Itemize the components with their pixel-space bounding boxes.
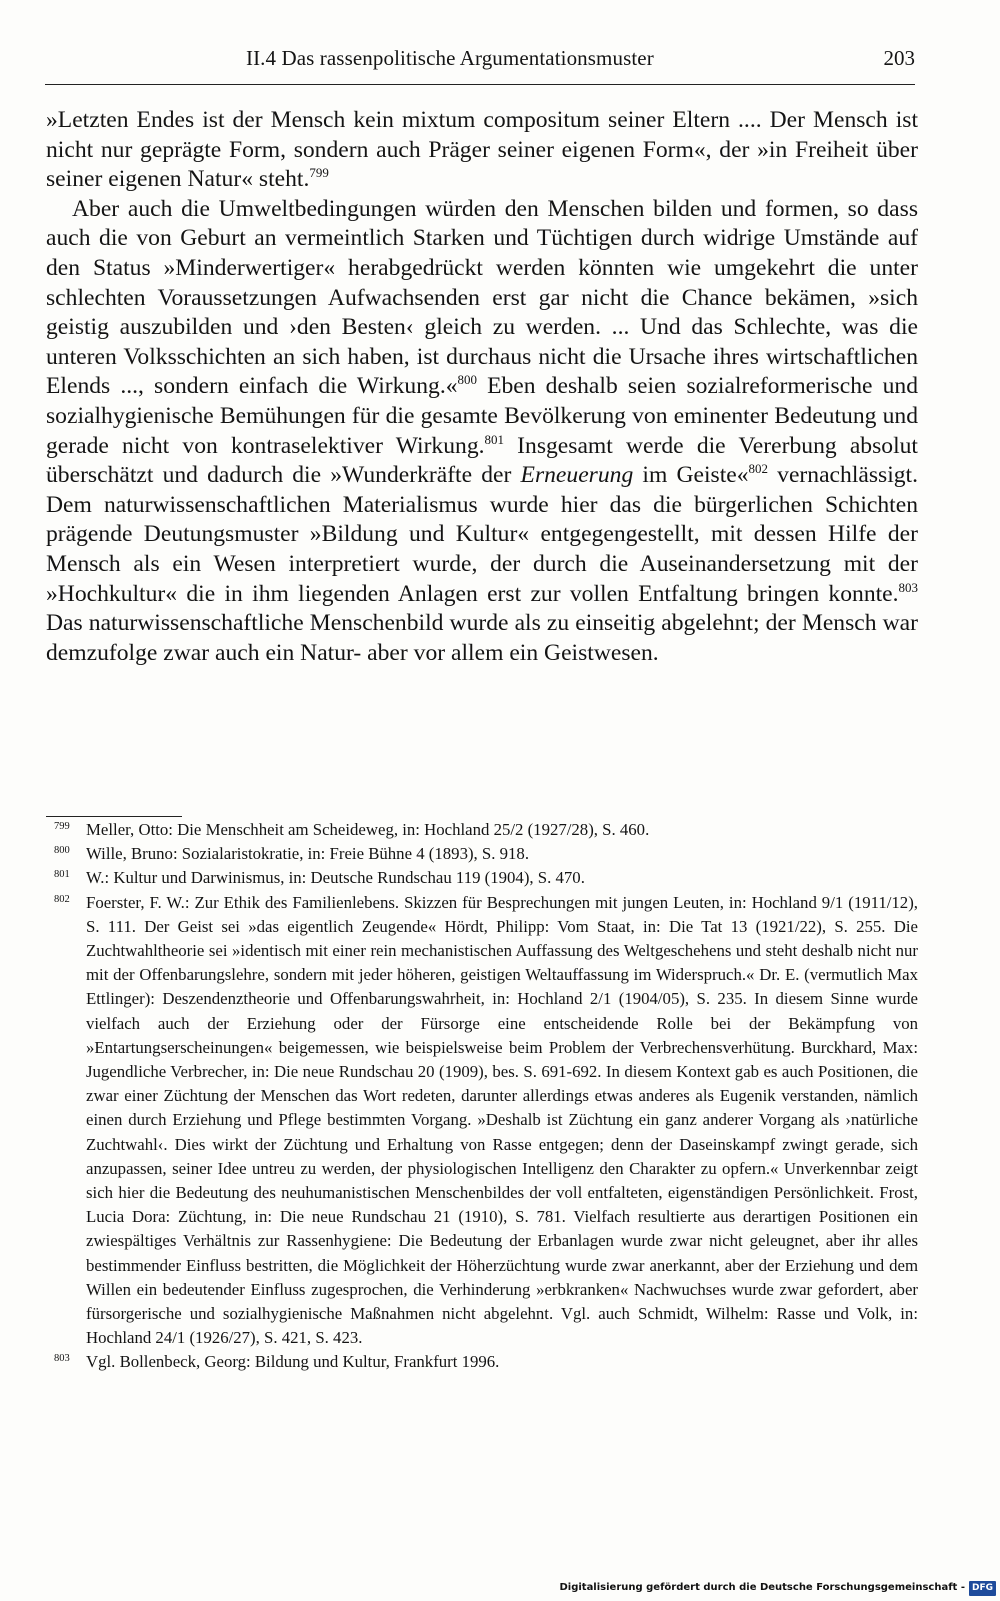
footnote-number: 799 xyxy=(54,821,70,832)
emphasis: Erneuerung xyxy=(520,462,634,489)
dfg-logo[interactable]: DFG xyxy=(969,1581,996,1596)
paragraph-text: Insgesamt werde die Vererbung absolut überschätzt und dadurch die »Wunderkräfte der xyxy=(46,432,918,489)
footnote xyxy=(46,842,918,866)
paragraph-text: Das naturwissenschaftliche Menschenbild wurde als zu einseitig abgelehnt; der Mensch war demzufolge zwar auch ein Natur- aber vor allem ein Geistwesen. xyxy=(46,610,918,666)
footnote xyxy=(46,891,918,1351)
footnote-text: Vgl. Bollenbeck, Georg: Bildung und Kultur, Frankfurt 1996. xyxy=(86,1352,500,1372)
credit-text: Digitalisierung gefördert durch die Deutsche Forschungsgemeinschaft - xyxy=(559,1582,965,1593)
footnote xyxy=(46,818,918,842)
paragraph xyxy=(46,106,918,195)
footnote-number: 803 xyxy=(54,1353,70,1365)
footnote-ref[interactable]: 803 xyxy=(898,579,918,595)
footnote-text: Wille, Bruno: Sozialaristokratie, in: Freie Bühne 4 (1893), S. 918. xyxy=(86,844,530,864)
footnote-ref[interactable]: 802 xyxy=(748,461,768,477)
paragraph xyxy=(46,195,918,669)
footnote-ref[interactable]: 800 xyxy=(457,372,477,388)
paragraph-text: vernachlässigt. Dem naturwissenschaftlichen Materialismus wurde hier das die bürgerlichen Schichten prägende Deutungsmuster »Bildung und Kultur« entgegengestellt, mit dessen Hilfe der Mensch als ein Wesen interpretiert wurde, der durch die Auseinandersetzung mit der »Hochkultur« die in ihm liegenden Anlagen erst zur vollen Entfaltung bringen konnte. xyxy=(46,462,919,607)
footnote-text: Foerster, F. W.: Zur Ethik des Familienlebens. Skizzen für Besprechungen mit jungen Leuten, in: Hochland 9/1 (1911/12), S. 111. Der Geist sei »das eigentlich Zeugende« Hördt, Philipp: Vom Staat, in: Die Tat 13 (1921/22), S. 255. Die Zuchtwahltheorie sei »identisch mit einer rein mechanistischen Auffassung des Weltgeschehens und steht deshalb nicht nur mit der Offenbarungslehre, sondern mit jeder höheren, geistigen Weltauffassung im Widerspruch.« Dr. E. (vermutlich Max Ettlinger): Deszendenztheorie und Offenbarungswahrheit, in: Hochland 2/1 (1904/05), S. 235. In diesem Sinne wurde vielfach auch der Erziehung oder der Fürsorge eine entscheidende Rolle bei der Bekämpfung von »Entartungserscheinungen« beigemessen, wie beispielsweise beim Problem der Verbrechensverhütung. Burckhard, Max: Jugendliche Verbrecher, in: Die neue Rundschau 20 (1909), bes. S. 691-692. In diesem Kontext gab es auch Positionen, die zwar einer Züchtung der Menschen das Wort redeten, darunter allerdings etwas anderes als Eugenik verstanden, nämlich einen durch Erziehung und Pflege bestimmten Vorgang. »Deshalb ist Züchtung ein ganz anderer Vorgang als ›natürliche Zuchtwahl‹. Dies wirkt der Züchtung und Erhaltung von Rasse entgegen; denn der Daseinskampf zwingt gerade, sich anzupassen, seiner Idee untreu zu werden, der physiologischen Intelligenz den Charakter zu opfern.« Unverkennbar zeigt sich hier die Bedeutung des neuhumanistischen Menschenbildes der voll entfalteten, eigenständigen Persönlichkeit. Frost, Lucia Dora: Züchtung, in: Die neue Rundschau 21 (1910), S. 781. Vielfach resultierte aus derartigen Positionen ein zwiespältiges Verhältnis zur Rassenhygiene: Die Bedeutung der Erbanlagen wurde zwar nicht geleugnet, aber ihr alles bestimmender Einfluss bestritten, die Möglichkeit der Höherzüchtung wurde zwar anerkannt, aber der Erziehung und dem Willen ein bedeutender Einfluss zugesprochen, die Verhinderung »erbkranken« Nachwuchses wurde zwar gefordert, aber fürsorgerische und sozialhygienische Maßnahmen nicht abgelehnt. Vgl. auch Schmidt, Wilhelm: Rasse und Volk, in: Hochland 24/1 (1926/27), S. 421, S. 423. xyxy=(86,892,918,1348)
footnote-ref[interactable]: 799 xyxy=(309,165,329,181)
footnote-number: 800 xyxy=(54,845,70,857)
paragraph-text: »Letzten Endes ist der Mensch kein mixtum compositum seiner Eltern .... Der Mensch ist nicht nur geprägte Form, sondern auch Präger seiner eigenen Form«, der »in Freiheit über seiner eigenen Natur« steht. xyxy=(46,107,918,193)
paragraph-text: Eben deshalb seien sozialreformerische und sozialhygienische Bemühungen für die gesamte Bevölkerung von eminenter Bedeutung und gerade nicht von kontraselektiver Wirkung. xyxy=(46,373,918,459)
footnote xyxy=(46,866,918,890)
main-text xyxy=(46,106,918,668)
footnote xyxy=(46,1350,918,1374)
digitization-credit xyxy=(559,1580,996,1596)
footnote-text: Meller, Otto: Die Menschheit am Scheideweg, in: Hochland 25/2 (1927/28), S. 460. xyxy=(86,820,650,839)
footnote-text: W.: Kultur und Darwinismus, in: Deutsche Rundschau 119 (1904), S. 470. xyxy=(86,868,585,888)
footnote-number: 801 xyxy=(54,869,70,881)
running-title: II.4 Das rassenpolitische Argumentationsmuster xyxy=(246,46,654,70)
footnote-ref[interactable]: 801 xyxy=(484,431,504,447)
paragraph-text: im Geiste« xyxy=(633,462,749,489)
footnote-divider xyxy=(46,816,182,817)
footnote-number: 802 xyxy=(54,893,70,905)
running-head xyxy=(45,46,915,85)
footnotes xyxy=(46,818,918,1375)
paragraph-text: Aber auch die Umweltbedingungen würden den Menschen bilden und formen, so dass auch die von Geburt an vermeintlich Starken und Tüchtigen durch widrige Umstände auf den Status »Minderwertiger« herabgedrückt werden könnten wie umgekehrt die unter schlechten Voraussetzungen Aufwachsenden erst gar nicht die Chance bekämen, »sich geistig auszubilden und ›den Besten‹ gleich zu werden. ... Und das Schlechte, was die unteren Volksschichten an sich haben, ist durchaus nicht die Ursache ihres wirtschaftlichen Elends ..., sondern einfach die Wirkung.« xyxy=(46,195,918,400)
page-number: 203 xyxy=(883,46,915,70)
